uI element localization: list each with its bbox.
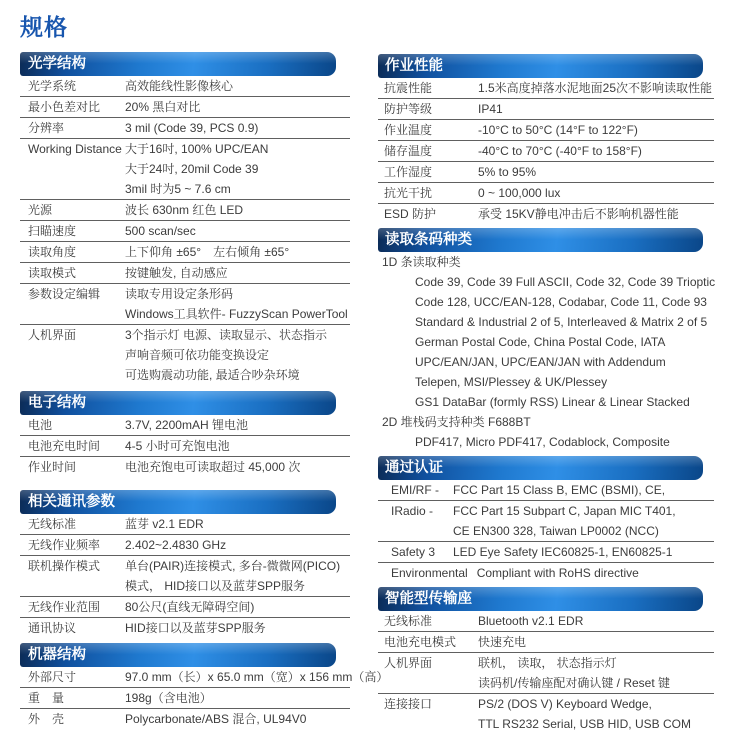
spec-value (478, 120, 714, 140)
barcode-type-line: GS1 DataBar (formly RSS) Linear & Linear Stacked (415, 395, 690, 409)
spec-value-line: -40°C to 70°C (-40°F to 158°F) (478, 144, 642, 158)
spec-row (378, 162, 714, 183)
spec-value-line: 单台(PAIR)连接模式, 多台-微微网(PICO) (125, 559, 341, 573)
spec-row (20, 535, 350, 556)
spec-value (125, 415, 350, 435)
spec-row (378, 99, 714, 120)
spec-row (378, 204, 714, 224)
spec-value (125, 436, 350, 456)
spec-table (20, 514, 350, 638)
spec-section (378, 54, 714, 224)
spec-label: ESD 防护 (384, 207, 437, 221)
barcode-type-line: German Postal Code, China Postal Code, IATA (415, 335, 666, 349)
spec-value (125, 688, 350, 708)
spec-row (20, 415, 350, 436)
barcode-type-list (378, 252, 714, 452)
spec-value-line: 1.5米高度掉落水泥地面25次不影响读取性能 (478, 81, 713, 95)
spec-value-line: 3 mil (Code 39, PCS 0.9) (125, 121, 259, 135)
spec-value-line: Bluetooth v2.1 EDR (478, 614, 584, 628)
spec-label: 光学系统 (28, 79, 77, 93)
spec-row (20, 284, 350, 325)
spec-row (20, 325, 350, 385)
spec-value (453, 480, 714, 500)
spec-value (478, 204, 714, 224)
spec-value-line: 蓝芽 v2.1 EDR (125, 517, 204, 531)
columns-container (20, 52, 737, 734)
spec-label: 储存温度 (384, 144, 433, 158)
right-column (378, 54, 714, 734)
spec-row (378, 694, 714, 734)
spec-label: 人机界面 (384, 656, 433, 670)
spec-row (20, 618, 350, 638)
spec-table (20, 76, 350, 385)
spec-value-line: 读取专用设定条形码 (125, 287, 234, 301)
spec-value-line: 模式， HID接口以及蓝芽SPP服务 (125, 579, 306, 593)
spec-value (125, 667, 388, 687)
spec-value-line: Polycarbonate/ABS 混合, UL94V0 (125, 712, 307, 726)
spec-row (20, 436, 350, 457)
spec-value (125, 97, 350, 117)
spec-label: EMI/RF - (391, 483, 439, 497)
spec-label: 参数设定编辑 (28, 287, 101, 301)
barcode-type-line: PDF417, Micro PDF417, Codablock, Composite (415, 435, 670, 449)
spec-value-line: 可选购震动功能, 最适合吵杂环境 (125, 368, 300, 382)
spec-row (20, 242, 350, 263)
barcode-type-line: Code 39, Code 39 Full ASCII, Code 32, Code 39 Trioptic (415, 275, 716, 289)
spec-value-line: TTL RS232 Serial, USB HID, USB COM (478, 717, 691, 731)
spec-value-line: 电池充饱电可读取超过 45,000 次 (125, 460, 301, 474)
spec-table (20, 415, 350, 477)
spec-label: 作业温度 (384, 123, 433, 137)
spec-row (20, 556, 350, 597)
spec-value (125, 284, 350, 324)
page-title: 规格 (20, 14, 68, 40)
barcode-type-line: 2D 堆栈码支持种类 F688BT (382, 415, 531, 429)
spec-label: 人机界面 (28, 328, 77, 342)
spec-value-line: 500 scan/sec (125, 224, 196, 238)
spec-label: 联机操作模式 (28, 559, 101, 573)
spec-value-line: Windows工具软件- FuzzyScan PowerTool (125, 307, 348, 321)
spec-value (125, 597, 350, 617)
spec-label: Environmental (391, 566, 468, 580)
spec-row (378, 542, 714, 563)
spec-label: 无线作业范围 (28, 600, 101, 614)
spec-value-line: 0 ~ 100,000 lux (478, 186, 561, 200)
spec-row (20, 97, 350, 118)
spec-value-line: FCC Part 15 Class B, EMC (BSMI), CE, (453, 483, 666, 497)
spec-section (378, 456, 714, 583)
section-header (20, 643, 336, 667)
spec-value (125, 76, 350, 96)
section-title: 机器结构 (28, 647, 86, 663)
spec-value (478, 78, 714, 98)
section-header (20, 391, 336, 415)
spec-value-line: -10°C to 50°C (14°F to 122°F) (478, 123, 638, 137)
spec-label: 连接接口 (384, 697, 433, 711)
spec-row (20, 118, 350, 139)
spec-value-line: 198g（含电池） (125, 691, 212, 705)
spec-row (20, 221, 350, 242)
spec-label: 通讯协议 (28, 621, 77, 635)
spec-value (478, 162, 714, 182)
section-title: 智能型传输座 (385, 591, 472, 607)
spec-label: 外 壳 (28, 712, 65, 726)
spec-value-line: 波长 630nm 红色 LED (125, 203, 244, 217)
spec-label: 电池充电时间 (28, 439, 101, 453)
spec-label: Safety 3 (391, 545, 436, 559)
spec-row (20, 263, 350, 284)
spec-label: IRadio - (391, 504, 434, 518)
barcode-type-line: 1D 条读取种类 (382, 255, 461, 269)
spec-table (378, 480, 714, 583)
spec-row (378, 563, 714, 583)
spec-section (20, 643, 389, 729)
spec-label: 读取角度 (28, 245, 77, 259)
section-title: 读取条码种类 (385, 232, 472, 248)
spec-row (20, 200, 350, 221)
spec-row (20, 514, 350, 535)
spec-value-line: PS/2 (DOS V) Keyboard Wedge, (478, 697, 652, 711)
spec-value-line: 3.7V, 2200mAH 锂电池 (125, 418, 248, 432)
section-header (378, 587, 703, 611)
spec-value-line: IP41 (478, 102, 503, 116)
spec-row (378, 141, 714, 162)
spec-value-line: 2.402~2.4830 GHz (125, 538, 227, 552)
spec-label: 重 量 (28, 691, 65, 705)
section-title: 通过认证 (385, 460, 443, 476)
spec-label: 电池充电模式 (384, 635, 457, 649)
spec-value-line: Compliant with RoHS directive (476, 566, 639, 580)
spec-value-line: 高效能线性影像核心 (125, 79, 234, 93)
spec-row (378, 632, 714, 653)
spec-value-line: 声响音频可依功能变换设定 (125, 348, 270, 362)
spec-value (125, 535, 350, 555)
spec-value-line: 按键触发, 自动感应 (125, 266, 228, 280)
spec-value (125, 618, 350, 638)
spec-row (378, 78, 714, 99)
spec-value-line: HID接口以及蓝芽SPP服务 (125, 621, 266, 635)
spec-value-line: CE EN300 328, Taiwan LP0002 (NCC) (453, 524, 659, 538)
spec-value (125, 514, 350, 534)
section-title: 相关通讯参数 (28, 494, 115, 510)
section-header (378, 54, 703, 78)
spec-row (378, 653, 714, 694)
section-header (20, 52, 336, 76)
section-title: 电子结构 (28, 395, 86, 411)
spec-label: 分辨率 (28, 121, 65, 135)
spec-value (478, 99, 714, 119)
spec-value (478, 183, 714, 203)
left-column (20, 52, 389, 729)
spec-value (125, 709, 350, 729)
spec-value (125, 263, 350, 283)
spec-row (378, 183, 714, 204)
spec-section (20, 490, 350, 638)
section-header (20, 490, 336, 514)
barcode-type-line: Telepen, MSI/Plessey & UK/Plessey (415, 375, 608, 389)
spec-value-line: 大于24吋, 20mil Code 39 (125, 162, 259, 176)
spec-value (478, 694, 714, 734)
spec-value (125, 221, 350, 241)
spec-section (20, 391, 350, 477)
spec-row (20, 667, 389, 688)
spec-value-line: 3mil 时为5 ~ 7.6 cm (125, 182, 231, 196)
spec-row (378, 501, 714, 542)
spec-value (478, 141, 714, 161)
spec-label: 最小色差对比 (28, 100, 101, 114)
spec-row (20, 139, 350, 200)
spec-label: 抗光干扰 (384, 186, 433, 200)
spec-value-line: 3个指示灯 电源、读取显示、状态指示 (125, 328, 328, 342)
spec-value-line: 97.0 mm（长）x 65.0 mm（宽）x 156 mm（高） (125, 670, 389, 684)
spec-table (378, 611, 714, 734)
spec-label: 外部尺寸 (28, 670, 77, 684)
spec-label: 电池 (28, 418, 53, 432)
spec-value (125, 139, 350, 199)
spec-label: 作业时间 (28, 460, 77, 474)
spec-value (125, 242, 350, 262)
spec-section (378, 228, 714, 452)
spec-label: 工作湿度 (384, 165, 433, 179)
barcode-type-line: UPC/EAN/JAN, UPC/EAN/JAN with Addendum (415, 355, 666, 369)
spec-value (453, 501, 714, 541)
spec-row (378, 611, 714, 632)
spec-value-line: 快速充电 (478, 635, 527, 649)
spec-value-line: 80公尺(直线无障碍空间) (125, 600, 255, 614)
spec-row (20, 709, 350, 729)
spec-value-line: 4-5 小时可充饱电池 (125, 439, 230, 453)
section-title: 作业性能 (385, 58, 443, 74)
section-title: 光学结构 (28, 56, 86, 72)
spec-label: 光源 (28, 203, 53, 217)
spec-label: 无线标准 (28, 517, 77, 531)
spec-row (378, 480, 714, 501)
spec-label: 读取模式 (28, 266, 77, 280)
spec-value (478, 632, 714, 652)
spec-value (453, 542, 714, 562)
spec-value (478, 653, 714, 693)
spec-row (20, 457, 350, 477)
spec-value-line: 5% to 95% (478, 165, 537, 179)
spec-row (378, 120, 714, 141)
spec-label: Working Distance (28, 142, 122, 156)
spec-row (20, 597, 350, 618)
spec-label: 扫瞄速度 (28, 224, 77, 238)
spec-label: 无线标准 (384, 614, 433, 628)
spec-value-line: 20% 黑白对比 (125, 100, 201, 114)
barcode-type-line: Standard & Industrial 2 of 5, Interleaved & Matrix 2 of 5 (415, 315, 708, 329)
spec-value-line: 读码机/传输座配对确认键 / Reset 键 (478, 676, 671, 690)
spec-label: 无线作业频率 (28, 538, 101, 552)
spec-value-line: LED Eye Safety IEC60825-1, EN60825-1 (453, 545, 673, 559)
spec-value (125, 118, 350, 138)
section-header (378, 228, 703, 252)
spec-value-line: 大于16吋, 100% UPC/EAN (125, 142, 269, 156)
spec-section (20, 52, 350, 385)
barcode-type-line: Code 128, UCC/EAN-128, Codabar, Code 11, Code 93 (415, 295, 707, 309)
spec-value (125, 457, 350, 477)
spec-row (20, 688, 350, 709)
spec-value-line: 上下仰角 ±65° 左右倾角 ±65° (125, 245, 290, 259)
spec-value (478, 611, 714, 631)
spec-value (125, 200, 350, 220)
spec-value-line: 承受 15KV静电冲击后不影响机器性能 (478, 207, 679, 221)
spec-value-line: 联机， 读取， 状态指示灯 (478, 656, 617, 670)
spec-table (378, 78, 714, 224)
spec-value (125, 325, 350, 385)
spec-label: 抗震性能 (384, 81, 433, 95)
spec-row (20, 76, 350, 97)
spec-value (125, 556, 350, 596)
spec-table (20, 667, 389, 729)
spec-value (477, 563, 714, 583)
spec-label: 防护等级 (384, 102, 433, 116)
spec-section (378, 587, 714, 734)
spec-value-line: FCC Part 15 Subpart C, Japan MIC T401, (453, 504, 676, 518)
section-header (378, 456, 703, 480)
